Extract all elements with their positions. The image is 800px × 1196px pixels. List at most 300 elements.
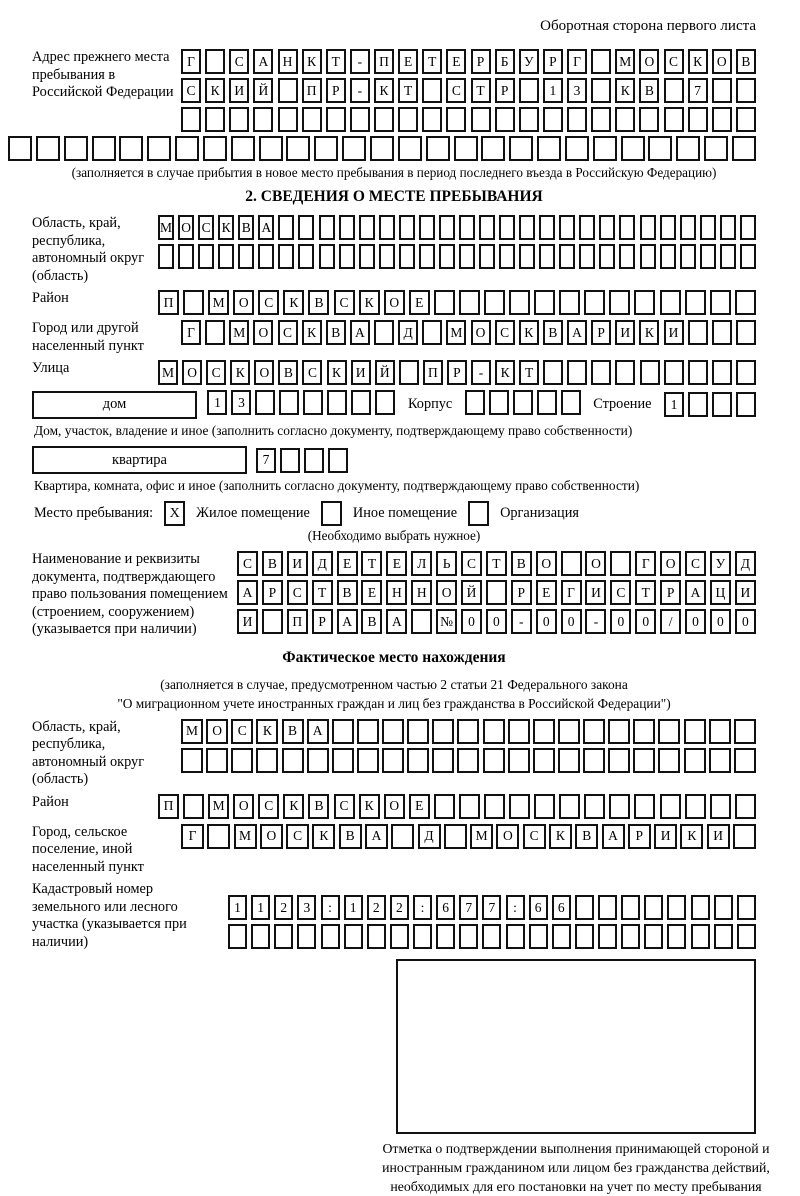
char-cell[interactable]: 7: [688, 78, 708, 103]
char-cell[interactable]: [740, 215, 756, 240]
char-cell[interactable]: К: [680, 824, 703, 849]
char-cell[interactable]: [286, 136, 310, 161]
char-cell[interactable]: О: [233, 290, 254, 315]
char-cell[interactable]: [207, 824, 230, 849]
char-cell[interactable]: [565, 136, 589, 161]
char-cell[interactable]: [307, 748, 329, 773]
char-cell[interactable]: [660, 794, 681, 819]
char-cell[interactable]: [543, 360, 563, 385]
char-cell[interactable]: [593, 136, 617, 161]
char-cell[interactable]: [599, 244, 615, 269]
char-cell[interactable]: К: [359, 794, 380, 819]
char-cell[interactable]: [591, 49, 611, 74]
char-cell[interactable]: Д: [398, 320, 418, 345]
char-cell[interactable]: [303, 390, 323, 415]
char-cell[interactable]: [539, 215, 555, 240]
char-cell[interactable]: Ь: [436, 551, 457, 576]
char-cell[interactable]: 0: [610, 609, 631, 634]
char-cell[interactable]: С: [198, 215, 214, 240]
char-cell[interactable]: [680, 244, 696, 269]
char-cell[interactable]: О: [206, 719, 228, 744]
char-cell[interactable]: [297, 924, 316, 949]
char-cell[interactable]: [203, 136, 227, 161]
char-cell[interactable]: [709, 719, 731, 744]
char-cell[interactable]: О: [182, 360, 202, 385]
char-cell[interactable]: [558, 719, 580, 744]
char-cell[interactable]: 0: [710, 609, 731, 634]
char-cell[interactable]: [561, 390, 581, 415]
char-cell[interactable]: [256, 748, 278, 773]
char-cell[interactable]: К: [374, 78, 394, 103]
char-cell[interactable]: Т: [422, 49, 442, 74]
char-cell[interactable]: Л: [411, 551, 432, 576]
char-cell[interactable]: [436, 924, 455, 949]
char-cell[interactable]: О: [712, 49, 732, 74]
char-cell[interactable]: П: [158, 794, 179, 819]
char-cell[interactable]: Г: [567, 49, 587, 74]
char-cell[interactable]: [558, 748, 580, 773]
char-cell[interactable]: М: [615, 49, 635, 74]
char-cell[interactable]: [685, 290, 706, 315]
char-cell[interactable]: [704, 136, 728, 161]
char-cell[interactable]: 3: [297, 895, 316, 920]
char-cell[interactable]: [519, 244, 535, 269]
char-cell[interactable]: Т: [361, 551, 382, 576]
char-cell[interactable]: [519, 78, 539, 103]
char-cell[interactable]: [736, 320, 756, 345]
char-cell[interactable]: [619, 215, 635, 240]
char-cell[interactable]: [379, 244, 395, 269]
char-cell[interactable]: [489, 390, 509, 415]
char-cell[interactable]: 1: [251, 895, 270, 920]
char-cell[interactable]: В: [278, 360, 298, 385]
char-cell[interactable]: [714, 924, 733, 949]
char-cell[interactable]: [621, 136, 645, 161]
char-cell[interactable]: [326, 107, 346, 132]
char-cell[interactable]: П: [287, 609, 308, 634]
char-cell[interactable]: И: [229, 78, 249, 103]
char-cell[interactable]: К: [256, 719, 278, 744]
char-cell[interactable]: [691, 924, 710, 949]
char-cell[interactable]: Р: [262, 580, 283, 605]
char-cell[interactable]: [391, 824, 414, 849]
char-cell[interactable]: А: [567, 320, 587, 345]
char-cell[interactable]: Е: [386, 551, 407, 576]
char-cell[interactable]: [534, 290, 555, 315]
char-cell[interactable]: [712, 392, 732, 417]
char-cell[interactable]: [559, 215, 575, 240]
char-cell[interactable]: [591, 78, 611, 103]
char-cell[interactable]: Й: [461, 580, 482, 605]
char-cell[interactable]: [419, 244, 435, 269]
char-cell[interactable]: 1: [664, 392, 684, 417]
char-cell[interactable]: [390, 924, 409, 949]
char-cell[interactable]: [64, 136, 88, 161]
char-cell[interactable]: [648, 136, 672, 161]
char-cell[interactable]: [314, 136, 338, 161]
char-cell[interactable]: А: [237, 580, 258, 605]
char-cell[interactable]: Е: [446, 49, 466, 74]
char-cell[interactable]: Д: [418, 824, 441, 849]
char-cell[interactable]: [688, 392, 708, 417]
char-cell[interactable]: [509, 290, 530, 315]
char-cell[interactable]: С: [206, 360, 226, 385]
char-cell[interactable]: [509, 136, 533, 161]
house-type-box[interactable]: дом: [32, 391, 197, 419]
char-cell[interactable]: К: [615, 78, 635, 103]
char-cell[interactable]: [734, 748, 756, 773]
char-cell[interactable]: К: [302, 49, 322, 74]
char-cell[interactable]: [251, 924, 270, 949]
char-cell[interactable]: [608, 748, 630, 773]
char-cell[interactable]: Р: [591, 320, 611, 345]
char-cell[interactable]: [413, 924, 432, 949]
char-cell[interactable]: К: [312, 824, 335, 849]
char-cell[interactable]: [608, 719, 630, 744]
char-cell[interactable]: Р: [511, 580, 532, 605]
char-cell[interactable]: [658, 719, 680, 744]
char-cell[interactable]: С: [258, 290, 279, 315]
char-cell[interactable]: №: [436, 609, 457, 634]
char-cell[interactable]: Р: [628, 824, 651, 849]
char-cell[interactable]: [426, 136, 450, 161]
char-cell[interactable]: А: [307, 719, 329, 744]
char-cell[interactable]: 0: [536, 609, 557, 634]
char-cell[interactable]: [667, 895, 686, 920]
char-cell[interactable]: [479, 244, 495, 269]
char-cell[interactable]: Т: [326, 49, 346, 74]
char-cell[interactable]: [709, 748, 731, 773]
char-cell[interactable]: 1: [543, 78, 563, 103]
char-cell[interactable]: [374, 107, 394, 132]
char-cell[interactable]: [740, 244, 756, 269]
char-cell[interactable]: А: [253, 49, 273, 74]
char-cell[interactable]: Р: [543, 49, 563, 74]
char-cell[interactable]: М: [234, 824, 257, 849]
char-cell[interactable]: 7: [459, 895, 478, 920]
char-cell[interactable]: [258, 244, 274, 269]
char-cell[interactable]: [198, 244, 214, 269]
char-cell[interactable]: С: [237, 551, 258, 576]
char-cell[interactable]: С: [610, 580, 631, 605]
char-cell[interactable]: [506, 924, 525, 949]
char-cell[interactable]: Р: [326, 78, 346, 103]
char-cell[interactable]: О: [536, 551, 557, 576]
char-cell[interactable]: [178, 244, 194, 269]
char-cell[interactable]: П: [423, 360, 443, 385]
char-cell[interactable]: [519, 215, 535, 240]
char-cell[interactable]: 3: [567, 78, 587, 103]
char-cell[interactable]: [543, 107, 563, 132]
char-cell[interactable]: М: [158, 360, 178, 385]
char-cell[interactable]: К: [230, 360, 250, 385]
char-cell[interactable]: [446, 107, 466, 132]
char-cell[interactable]: С: [302, 360, 322, 385]
char-cell[interactable]: К: [283, 290, 304, 315]
char-cell[interactable]: [732, 136, 756, 161]
char-cell[interactable]: [481, 136, 505, 161]
char-cell[interactable]: [483, 748, 505, 773]
char-cell[interactable]: А: [365, 824, 388, 849]
char-cell[interactable]: Е: [361, 580, 382, 605]
char-cell[interactable]: [407, 748, 429, 773]
char-cell[interactable]: О: [384, 794, 405, 819]
char-cell[interactable]: Д: [312, 551, 333, 576]
char-cell[interactable]: С: [334, 290, 355, 315]
char-cell[interactable]: С: [181, 78, 201, 103]
char-cell[interactable]: -: [471, 360, 491, 385]
char-cell[interactable]: [407, 719, 429, 744]
char-cell[interactable]: Р: [447, 360, 467, 385]
char-cell[interactable]: [688, 320, 708, 345]
char-cell[interactable]: [529, 924, 548, 949]
char-cell[interactable]: С: [231, 719, 253, 744]
char-cell[interactable]: [513, 390, 533, 415]
char-cell[interactable]: И: [287, 551, 308, 576]
char-cell[interactable]: [459, 290, 480, 315]
char-cell[interactable]: [357, 719, 379, 744]
char-cell[interactable]: 1: [228, 895, 247, 920]
char-cell[interactable]: [567, 107, 587, 132]
char-cell[interactable]: [422, 107, 442, 132]
char-cell[interactable]: И: [664, 320, 684, 345]
char-cell[interactable]: О: [660, 551, 681, 576]
char-cell[interactable]: С: [258, 794, 279, 819]
char-cell[interactable]: Й: [253, 78, 273, 103]
char-cell[interactable]: [432, 748, 454, 773]
char-cell[interactable]: К: [205, 78, 225, 103]
char-cell[interactable]: О: [496, 824, 519, 849]
char-cell[interactable]: [319, 215, 335, 240]
char-cell[interactable]: [619, 244, 635, 269]
char-cell[interactable]: С: [229, 49, 249, 74]
char-cell[interactable]: [539, 244, 555, 269]
char-cell[interactable]: [634, 794, 655, 819]
char-cell[interactable]: [684, 719, 706, 744]
char-cell[interactable]: М: [181, 719, 203, 744]
char-cell[interactable]: [274, 924, 293, 949]
char-cell[interactable]: [579, 215, 595, 240]
char-cell[interactable]: [609, 290, 630, 315]
char-cell[interactable]: Е: [409, 290, 430, 315]
char-cell[interactable]: [486, 580, 507, 605]
char-cell[interactable]: Т: [519, 360, 539, 385]
other-premises-checkbox[interactable]: [321, 501, 342, 526]
char-cell[interactable]: М: [158, 215, 174, 240]
char-cell[interactable]: [583, 748, 605, 773]
char-cell[interactable]: [332, 719, 354, 744]
char-cell[interactable]: [499, 244, 515, 269]
char-cell[interactable]: В: [543, 320, 563, 345]
char-cell[interactable]: [584, 290, 605, 315]
char-cell[interactable]: А: [386, 609, 407, 634]
char-cell[interactable]: [484, 290, 505, 315]
char-cell[interactable]: [736, 360, 756, 385]
char-cell[interactable]: [559, 290, 580, 315]
char-cell[interactable]: С: [287, 580, 308, 605]
residential-checkbox[interactable]: X: [164, 501, 185, 526]
char-cell[interactable]: [567, 360, 587, 385]
char-cell[interactable]: [483, 719, 505, 744]
char-cell[interactable]: [280, 448, 300, 473]
char-cell[interactable]: Е: [398, 49, 418, 74]
char-cell[interactable]: И: [237, 609, 258, 634]
char-cell[interactable]: [720, 215, 736, 240]
char-cell[interactable]: Н: [278, 49, 298, 74]
char-cell[interactable]: О: [384, 290, 405, 315]
char-cell[interactable]: [509, 794, 530, 819]
char-cell[interactable]: О: [233, 794, 254, 819]
char-cell[interactable]: В: [511, 551, 532, 576]
char-cell[interactable]: [712, 360, 732, 385]
char-cell[interactable]: М: [208, 290, 229, 315]
char-cell[interactable]: [599, 215, 615, 240]
char-cell[interactable]: [422, 78, 442, 103]
char-cell[interactable]: [459, 924, 478, 949]
char-cell[interactable]: 0: [635, 609, 656, 634]
char-cell[interactable]: [610, 551, 631, 576]
char-cell[interactable]: [688, 107, 708, 132]
char-cell[interactable]: [359, 244, 375, 269]
char-cell[interactable]: Т: [471, 78, 491, 103]
char-cell[interactable]: [228, 924, 247, 949]
char-cell[interactable]: [375, 390, 395, 415]
char-cell[interactable]: [700, 244, 716, 269]
char-cell[interactable]: И: [615, 320, 635, 345]
char-cell[interactable]: С: [278, 320, 298, 345]
char-cell[interactable]: А: [258, 215, 274, 240]
char-cell[interactable]: Р: [660, 580, 681, 605]
char-cell[interactable]: [319, 244, 335, 269]
char-cell[interactable]: Н: [411, 580, 432, 605]
char-cell[interactable]: [339, 215, 355, 240]
char-cell[interactable]: [183, 290, 204, 315]
apartment-type-box[interactable]: квартира: [32, 446, 247, 474]
char-cell[interactable]: [357, 748, 379, 773]
char-cell[interactable]: А: [350, 320, 370, 345]
char-cell[interactable]: /: [660, 609, 681, 634]
char-cell[interactable]: [298, 244, 314, 269]
char-cell[interactable]: Б: [495, 49, 515, 74]
char-cell[interactable]: [439, 215, 455, 240]
char-cell[interactable]: [615, 107, 635, 132]
char-cell[interactable]: О: [253, 320, 273, 345]
char-cell[interactable]: У: [710, 551, 731, 576]
char-cell[interactable]: Г: [181, 49, 201, 74]
char-cell[interactable]: В: [282, 719, 304, 744]
char-cell[interactable]: [482, 924, 501, 949]
char-cell[interactable]: К: [495, 360, 515, 385]
char-cell[interactable]: В: [575, 824, 598, 849]
char-cell[interactable]: О: [471, 320, 491, 345]
char-cell[interactable]: [664, 107, 684, 132]
char-cell[interactable]: [399, 360, 419, 385]
char-cell[interactable]: Н: [386, 580, 407, 605]
char-cell[interactable]: [691, 895, 710, 920]
char-cell[interactable]: К: [218, 215, 234, 240]
char-cell[interactable]: [664, 360, 684, 385]
char-cell[interactable]: [640, 215, 656, 240]
char-cell[interactable]: [342, 136, 366, 161]
char-cell[interactable]: О: [254, 360, 274, 385]
char-cell[interactable]: Т: [635, 580, 656, 605]
char-cell[interactable]: [712, 320, 732, 345]
char-cell[interactable]: [533, 719, 555, 744]
char-cell[interactable]: [664, 78, 684, 103]
char-cell[interactable]: [298, 215, 314, 240]
char-cell[interactable]: В: [308, 290, 329, 315]
char-cell[interactable]: [321, 924, 340, 949]
char-cell[interactable]: [495, 107, 515, 132]
char-cell[interactable]: [639, 107, 659, 132]
char-cell[interactable]: А: [337, 609, 358, 634]
char-cell[interactable]: [379, 215, 395, 240]
char-cell[interactable]: [279, 390, 299, 415]
char-cell[interactable]: 0: [561, 609, 582, 634]
char-cell[interactable]: [598, 895, 617, 920]
char-cell[interactable]: [332, 748, 354, 773]
char-cell[interactable]: Е: [409, 794, 430, 819]
char-cell[interactable]: [454, 136, 478, 161]
char-cell[interactable]: [36, 136, 60, 161]
char-cell[interactable]: [621, 895, 640, 920]
char-cell[interactable]: И: [707, 824, 730, 849]
char-cell[interactable]: [712, 78, 732, 103]
char-cell[interactable]: [444, 824, 467, 849]
char-cell[interactable]: [591, 107, 611, 132]
char-cell[interactable]: В: [308, 794, 329, 819]
char-cell[interactable]: А: [602, 824, 625, 849]
char-cell[interactable]: [278, 107, 298, 132]
char-cell[interactable]: [700, 215, 716, 240]
char-cell[interactable]: [561, 551, 582, 576]
char-cell[interactable]: П: [374, 49, 394, 74]
char-cell[interactable]: Й: [375, 360, 395, 385]
char-cell[interactable]: К: [327, 360, 347, 385]
char-cell[interactable]: И: [585, 580, 606, 605]
char-cell[interactable]: В: [337, 580, 358, 605]
char-cell[interactable]: [680, 215, 696, 240]
char-cell[interactable]: А: [685, 580, 706, 605]
char-cell[interactable]: В: [238, 215, 254, 240]
char-cell[interactable]: [328, 448, 348, 473]
char-cell[interactable]: [255, 390, 275, 415]
char-cell[interactable]: 6: [552, 895, 571, 920]
char-cell[interactable]: М: [229, 320, 249, 345]
char-cell[interactable]: [434, 290, 455, 315]
char-cell[interactable]: С: [664, 49, 684, 74]
char-cell[interactable]: [350, 107, 370, 132]
char-cell[interactable]: Ц: [710, 580, 731, 605]
char-cell[interactable]: [634, 290, 655, 315]
char-cell[interactable]: [459, 794, 480, 819]
char-cell[interactable]: [737, 924, 756, 949]
char-cell[interactable]: [398, 107, 418, 132]
char-cell[interactable]: [559, 244, 575, 269]
char-cell[interactable]: [374, 320, 394, 345]
char-cell[interactable]: [471, 107, 491, 132]
char-cell[interactable]: [583, 719, 605, 744]
char-cell[interactable]: [8, 136, 32, 161]
char-cell[interactable]: У: [519, 49, 539, 74]
char-cell[interactable]: :: [506, 895, 525, 920]
char-cell[interactable]: [575, 895, 594, 920]
char-cell[interactable]: Е: [536, 580, 557, 605]
char-cell[interactable]: [278, 215, 294, 240]
char-cell[interactable]: П: [302, 78, 322, 103]
char-cell[interactable]: [621, 924, 640, 949]
organization-checkbox[interactable]: [468, 501, 489, 526]
